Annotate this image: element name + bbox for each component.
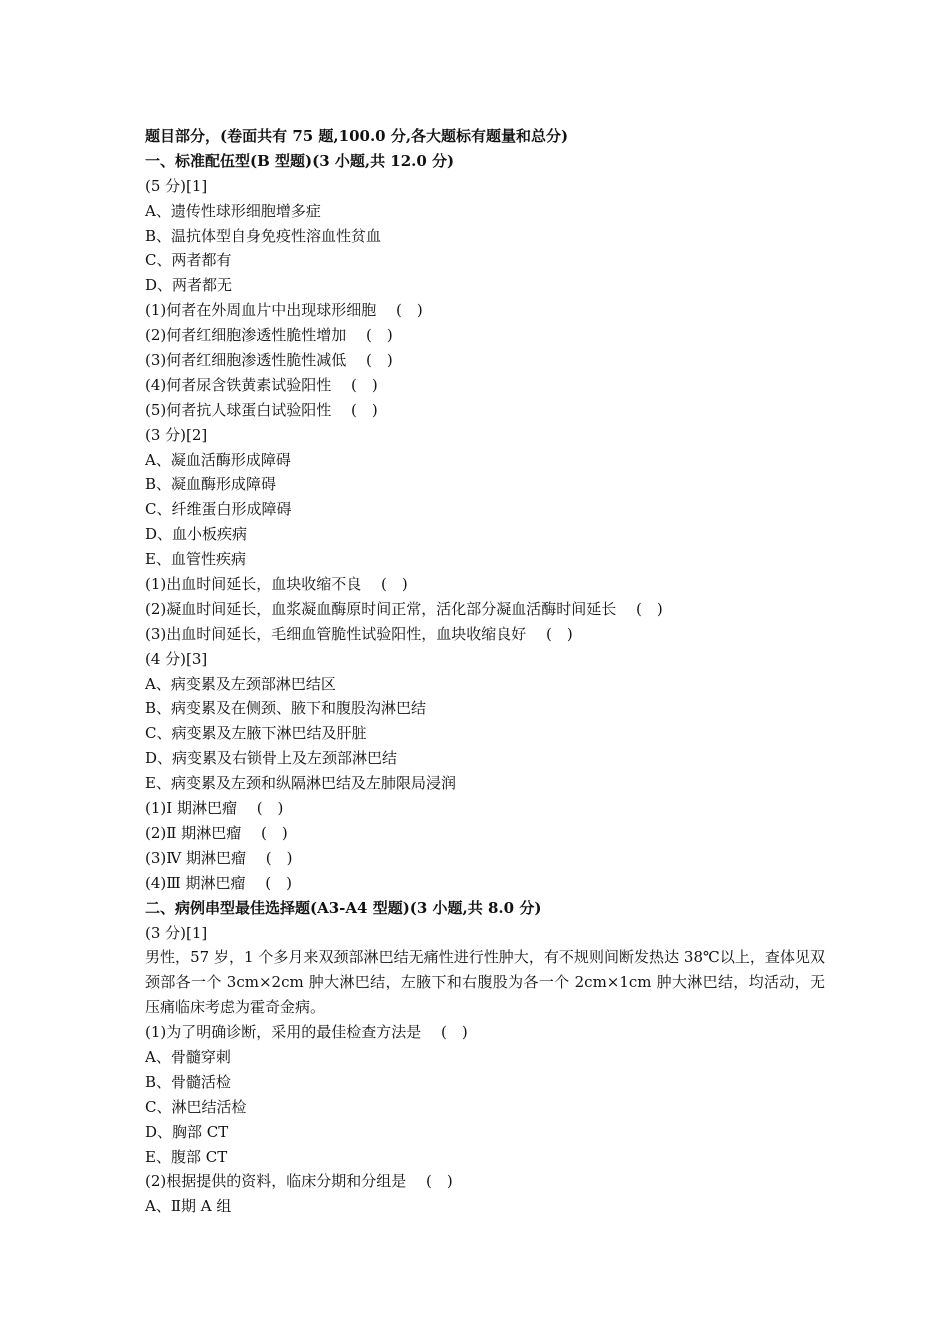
sub-question: (5)何者抗人球蛋白试验阳性 ( ) [145, 400, 378, 419]
option: E、病变累及左颈和纵隔淋巴结及左肺限局浸润 [145, 774, 456, 793]
sub-question: (1)Ⅰ 期淋巴瘤 ( ) [145, 799, 284, 818]
option: A、病变累及左颈部淋巴结区 [145, 674, 336, 693]
option: A、遗传性球形细胞增多症 [145, 201, 321, 220]
option: A、凝血活酶形成障碍 [145, 450, 291, 469]
section1-title: 一、标准配伍型(B 型题)(3 小题,共 12.0 分) [145, 151, 455, 170]
option: C、病变累及左腋下淋巴结及肝脏 [145, 724, 367, 743]
exam-header: 题目部分，(卷面共有 75 题,100.0 分,各大题标有题量和总分) [145, 127, 569, 145]
question-head: (4 分)[3] [145, 649, 208, 668]
question-head: (3 分)[1] [145, 923, 208, 942]
option: D、血小板疾病 [145, 525, 248, 544]
option: E、腹部 CT [145, 1147, 228, 1166]
option: D、两者都无 [145, 276, 233, 295]
section2-title: 二、病例串型最佳选择题(A3-A4 型题)(3 小题,共 8.0 分) [145, 898, 542, 917]
sub-question: (3)何者红细胞渗透性脆性减低 ( ) [145, 351, 393, 370]
sub-question: (3)Ⅳ 期淋巴瘤 ( ) [145, 848, 293, 867]
option: B、骨髓活检 [145, 1072, 232, 1091]
option: D、病变累及右锁骨上及左颈部淋巴结 [145, 749, 398, 768]
sub-question: (1)何者在外周血片中出现球形细胞 ( ) [145, 301, 423, 320]
sub-question: (4)Ⅲ 期淋巴瘤 ( ) [145, 873, 292, 892]
option: B、温抗体型自身免疫性溶血性贫血 [145, 226, 382, 245]
sub-question: (2)根据提供的资料，临床分期和分组是 ( ) [145, 1172, 453, 1191]
sub-question: (2)Ⅱ 期淋巴瘤 ( ) [145, 823, 288, 842]
option: C、淋巴结活检 [145, 1097, 247, 1116]
case-stem: 男性，57 岁，1 个多月来双颈部淋巴结无痛性进行性肿大，有不规则间断发热达 38℃以上，查体见双颈部各一个 3cm×2cm 肿大淋巴结，左腋下和右腹股为各一个 2cm×1cm 肿大淋巴结，均活动，无压痛临床考虑为霍奇金病。 [145, 948, 825, 1017]
question-head: (5 分)[1] [145, 176, 208, 195]
option: A、骨髓穿刺 [145, 1048, 231, 1066]
sub-question: (2)何者红细胞渗透性脆性增加 ( ) [145, 326, 393, 345]
option: A、Ⅱ期 A 组 [145, 1197, 232, 1216]
sub-question: (4)何者尿含铁黄素试验阳性 ( ) [145, 375, 378, 394]
option: C、两者都有 [145, 251, 232, 270]
question-head: (3 分)[2] [145, 425, 208, 444]
sub-question: (3)出血时间延长，毛细血管脆性试验阳性，血块收缩良好 ( ) [145, 624, 573, 643]
option: E、血管性疾病 [145, 550, 246, 569]
document-page [145, 124, 825, 1219]
sub-question: (1)为了明确诊断，采用的最佳检查方法是 ( ) [145, 1023, 468, 1042]
option: C、纤维蛋白形成障碍 [145, 500, 292, 519]
option: D、胸部 CT [145, 1122, 229, 1141]
sub-question: (2)凝血时间延长，血浆凝血酶原时间正常，活化部分凝血活酶时间延长 ( ) [145, 599, 663, 618]
sub-question: (1)出血时间延长，血块收缩不良 ( ) [145, 575, 408, 594]
option: B、病变累及在侧颈、腋下和腹股沟淋巴结 [145, 699, 427, 718]
option: B、凝血酶形成障碍 [145, 475, 277, 494]
